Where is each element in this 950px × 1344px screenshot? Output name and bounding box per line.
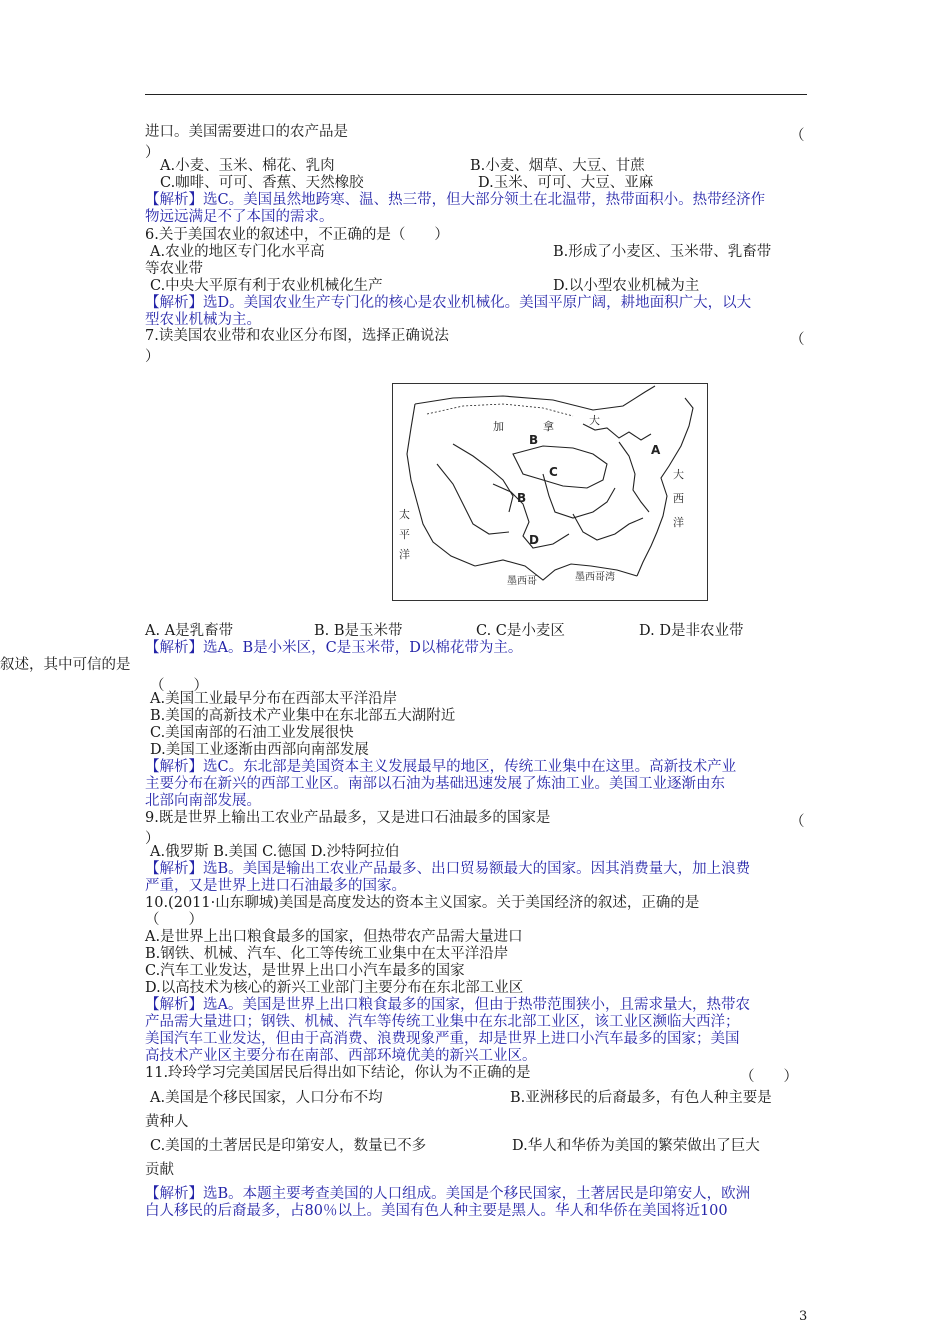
q10-analysis-line3: 美国汽车工业发达，但由于高消费、浪费现象严重，却是世界上进口小汽车最多的国家；美国 [145, 1031, 740, 1047]
q5-analysis-line2: 物远远满足不了本国的需求。 [145, 209, 334, 225]
q8-option-c: C.美国南部的石油工业发展很快 [150, 725, 354, 741]
q11-option-b-cont: 黄种人 [145, 1114, 189, 1130]
q10-analysis-line4: 高技术产业区主要分布在南部、西部环境优美的新兴工业区。 [145, 1048, 537, 1064]
q11-option-a: A.美国是个移民国家，人口分布不均 [150, 1090, 383, 1106]
q8-option-a: A.美国工业最早分布在西部太平洋沿岸 [150, 691, 398, 707]
q6-option-a: A.农业的地区专门化水平高 [150, 244, 325, 260]
map-label-atlantic-3: 洋 [673, 516, 684, 529]
q6-option-b: B.形成了小麦区、玉米带、乳畜带 [553, 244, 772, 260]
q5-paren-open: （ [790, 128, 805, 144]
us-map-figure [393, 384, 707, 600]
map-label-atlantic-2: 西 [673, 492, 684, 505]
q7-stem: 7.读美国农业带和农业区分布图，选择正确说法 [145, 328, 449, 344]
q6-analysis-line2: 型农业机械为主。 [145, 312, 261, 328]
q9-paren-close: ） [145, 831, 160, 847]
map-label-mexico: 墨西哥 [507, 576, 537, 587]
q5-option-c: C.咖啡、可可、香蕉、天然橡胶 [160, 175, 364, 191]
q10-analysis-line1: 【解析】选A。美国是世界上出口粮食最多的国家，但由于热带范围狭小，且需求量大，热带农 [145, 997, 750, 1013]
q7-option-c: C. C是小麦区 [476, 623, 565, 639]
q11-stem: 11.玲玲学习完美国居民后得出如下结论，你认为不正确的是 [145, 1065, 531, 1081]
map-label-pacific-2: 平 [399, 528, 410, 541]
q5-option-b: B.小麦、烟草、大豆、甘蔗 [470, 158, 645, 174]
page-number: 3 [799, 1309, 808, 1324]
q9-analysis-line2: 严重，又是世界上进口石油最多的国家。 [145, 878, 406, 894]
q11-option-b: B.亚洲移民的后裔最多，有色人种主要是 [510, 1090, 772, 1106]
q6-option-b-cont: 等农业带 [145, 261, 203, 277]
q9-stem: 9.既是世界上输出工农业产品最多，又是进口石油最多的国家是 [145, 810, 551, 826]
q9-options: A.俄罗斯 B.美国 C.德国 D.沙特阿拉伯 [150, 844, 400, 860]
map-label-atlantic-1: 大 [673, 468, 684, 481]
q5-analysis-line1: 【解析】选C。美国虽然地跨寒、温、热三带，但大部分领土在北温带，热带面积小。热带经济作 [145, 192, 766, 208]
q10-option-b: B.钢铁、机械、汽车、化工等传统工业集中在太平洋沿岸 [145, 946, 509, 962]
map-region-b-north: B [529, 433, 539, 447]
map-region-d: D [529, 533, 539, 547]
map-label-pacific-3: 洋 [399, 548, 410, 561]
q7-analysis: 【解析】选A。B是小米区，C是玉米带，D以棉花带为主。 [145, 640, 523, 656]
map-region-c: C [549, 465, 558, 479]
q11-option-d-cont: 贡献 [145, 1162, 174, 1178]
q11-paren: （ ） [740, 1069, 798, 1085]
q10-option-a: A.是世界上出口粮食最多的国家，但热带农产品需大量进口 [145, 929, 523, 945]
map-label-canada-2: 拿 [543, 420, 554, 433]
q7-option-a: A. A是乳畜带 [145, 623, 234, 639]
q7-option-d: D. D是非农业带 [639, 623, 744, 639]
q10-analysis-line2: 产品需大量进口；钢铁、机械、汽车等传统工业集中在东北部工业区，该工业区濒临大西洋； [145, 1014, 740, 1030]
q6-option-d: D.以小型农业机械为主 [553, 278, 700, 294]
q8-option-b: B.美国的高新技术产业集中在东北部五大湖附近 [150, 708, 456, 724]
map-label-canada-1: 加 [493, 420, 504, 433]
q8-analysis-line1: 【解析】选C。东北部是美国资本主义发展最早的地区，传统工业集中在这里。高新技术产业 [145, 759, 737, 775]
map-region-a: A [651, 443, 661, 457]
q6-analysis-line1: 【解析】选D。美国农业生产专门化的核心是农业机械化。美国平原广阔，耕地面积广大，以大 [145, 295, 752, 311]
q11-option-c: C.美国的土著居民是印第安人，数量已不多 [150, 1138, 427, 1154]
q10-paren: （ ） [145, 912, 203, 928]
map-label-pacific-1: 太 [399, 508, 410, 521]
q10-stem: 10.(2011·山东聊城)美国是高度发达的资本主义国家。关于美国经济的叙述，正确的是 [145, 895, 700, 911]
q5-paren-close: ） [145, 145, 160, 161]
header-rule [145, 94, 807, 95]
q7-option-b: B. B是玉米带 [314, 623, 403, 639]
q6-stem: 6.关于美国农业的叙述中，不正确的是（ ） [145, 227, 449, 243]
q11-analysis-line2: 白人移民的后裔最多，占80％以上。美国有色人种主要是黑人。华人和华侨在美国将近100 [145, 1203, 728, 1219]
q5-stem-line: 进口。美国需要进口的农产品是 [145, 124, 348, 140]
q8-analysis-line3: 北部向南部发展。 [145, 793, 261, 809]
q8-stem-fragment: 叙述，其中可信的是 [0, 657, 131, 673]
q8-analysis-line2: 主要分布在新兴的西部工业区。南部以石油为基础迅速发展了炼油工业。美国工业逐渐由东 [145, 776, 725, 792]
q10-option-d: D.以高技术为核心的新兴工业部门主要分布在东北部工业区 [145, 980, 524, 996]
q11-analysis-line1: 【解析】选B。本题主要考查美国的人口组成。美国是个移民国家，土著居民是印第安人，欧洲 [145, 1186, 751, 1202]
q7-paren-close: ） [145, 349, 160, 365]
q7-paren-open: （ [790, 332, 805, 348]
us-agriculture-map [392, 383, 708, 601]
q8-option-d: D.美国工业逐渐由西部向南部发展 [150, 742, 369, 758]
q5-option-d: D.玉米、可可、大豆、亚麻 [478, 175, 654, 191]
q5-option-a: A.小麦、玉米、棉花、乳肉 [160, 158, 335, 174]
map-region-b-south: B [517, 491, 527, 505]
map-label-gulf: 墨西哥湾 [575, 572, 615, 583]
q9-paren-open: （ [790, 814, 805, 830]
q6-option-c: C.中央大平原有利于农业机械化生产 [150, 278, 383, 294]
q11-option-d: D.华人和华侨为美国的繁荣做出了巨大 [512, 1138, 760, 1154]
q8-paren: （ ） [150, 678, 208, 694]
q10-option-c: C.汽车工业发达，是世界上出口小汽车最多的国家 [145, 963, 465, 979]
map-label-canada-3: 大 [589, 414, 600, 427]
q9-analysis-line1: 【解析】选B。美国是输出工农业产品最多、出口贸易额最大的国家。因其消费量大，加上浪费 [145, 861, 751, 877]
